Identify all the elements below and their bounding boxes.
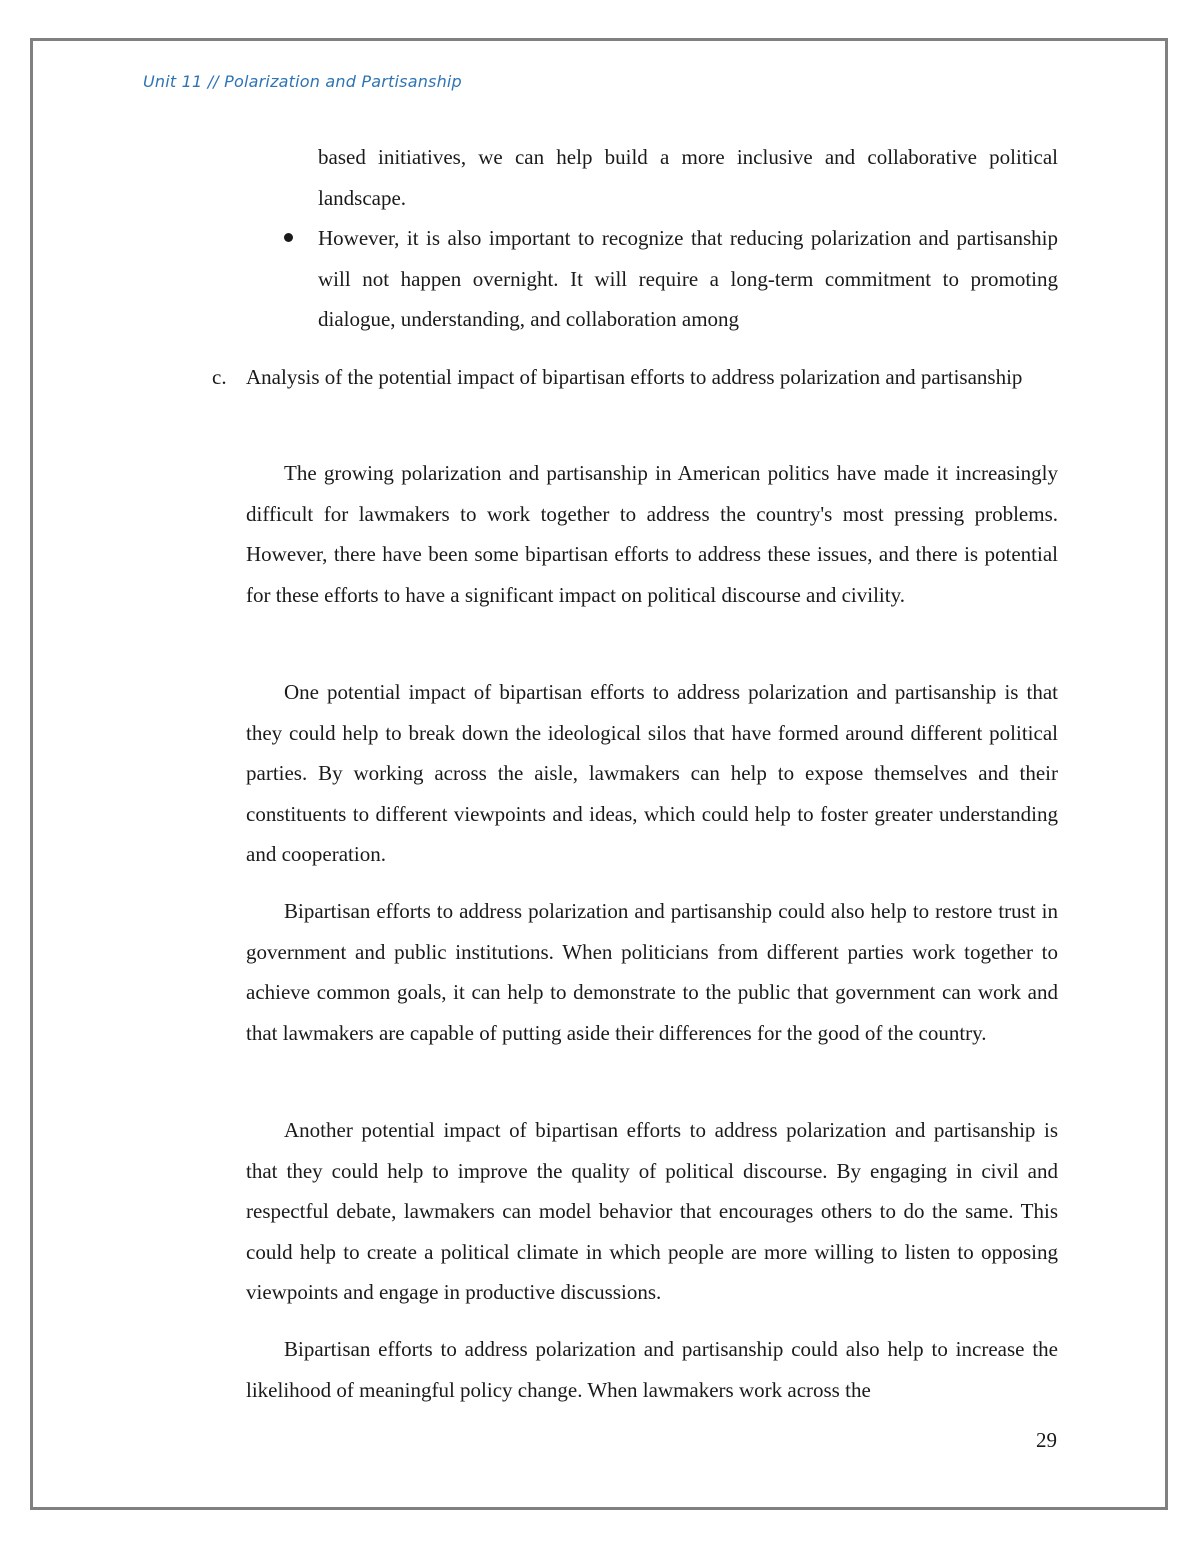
- paragraph: One potential impact of bipartisan efforts to address polarization and partisanship is that they could help to break down the ideological silos that have formed around different political parties. By working across the aisle, lawmakers can help to expose themselves and their constituents to different viewpoints and ideas, which could help to foster greater understanding and cooperation.: [246, 680, 1058, 866]
- bullet-continuation-text: based initiatives, we can help build a more inclusive and collaborative political landscape.: [318, 145, 1058, 210]
- running-header: Unit 11 // Polarization and Partisanship: [143, 72, 462, 91]
- section-heading: Analysis of the potential impact of bipartisan efforts to address polarization and partisanship: [246, 365, 1023, 389]
- paragraph: Another potential impact of bipartisan efforts to address polarization and partisanship is that they could help to improve the quality of political discourse. By engaging in civil and respectful debate, lawmakers can model behavior that encourages others to do the same. This could help to create a political climate in which people are more willing to listen to opposing viewpoints and engage in productive discussions.: [246, 1118, 1058, 1304]
- page-number: 29: [1036, 1428, 1057, 1452]
- paragraph: Bipartisan efforts to address polarization and partisanship could also help to restore trust in government and public institutions. When politicians from different parties work together to achieve common goals, it can help to demonstrate to the public that government can work and that lawmakers are capable of putting aside their differences for the good of the country.: [246, 899, 1058, 1045]
- bullet-icon: [284, 233, 293, 242]
- section-marker: c.: [212, 365, 227, 389]
- paragraph: The growing polarization and partisanship in American politics have made it increasingly difficult for lawmakers to work together to address the country's most pressing problems. However, there have been some bipartisan efforts to address these issues, and there is potential for these efforts to have a significant impact on political discourse and civility.: [246, 461, 1058, 607]
- paragraph: Bipartisan efforts to address polarization and partisanship could also help to increase the likelihood of meaningful policy change. When lawmakers work across the: [246, 1337, 1058, 1402]
- bullet-item-text: However, it is also important to recognize that reducing polarization and partisanship will not happen overnight. It will require a long-term commitment to promoting dialogue, understanding, and collaboration among: [318, 226, 1058, 331]
